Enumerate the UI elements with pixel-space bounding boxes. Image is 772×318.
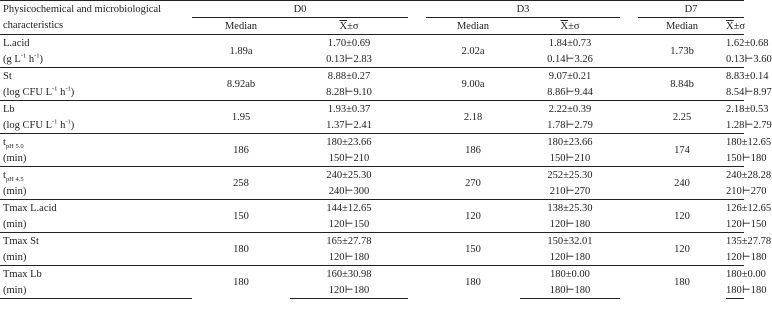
median-value: 186 <box>192 134 290 167</box>
characteristic-label: Lb <box>3 103 15 115</box>
mean-sd-value: 252±25.30 <box>520 167 620 184</box>
mean-sd-value: 9.07±0.21 <box>520 68 620 85</box>
median-value: 150 <box>192 200 290 233</box>
median-value: 180 <box>426 266 520 299</box>
mean-sd-value: 180±0.00 <box>520 266 620 283</box>
unit-text: h <box>57 86 66 98</box>
characteristics-header-line-1: Physicochemical and microbiological <box>0 1 192 18</box>
table-row <box>0 266 744 283</box>
unit-text: (log CFU L <box>3 119 53 131</box>
range-value: 120⊢180 <box>290 282 408 299</box>
unit-superscript: -1 <box>65 85 71 92</box>
range-value: 210⊢270 <box>726 186 767 197</box>
unit-text: (g L <box>3 53 21 65</box>
median-value: 9.00a <box>426 68 520 101</box>
column-gap <box>408 233 426 266</box>
median-value: 270 <box>426 167 520 200</box>
table-row <box>0 35 744 52</box>
column-gap <box>620 134 638 167</box>
unit-text: (min) <box>3 218 27 230</box>
header-gap <box>620 18 638 35</box>
mean-symbol: X <box>726 20 734 32</box>
range-value: 0.13⊢2.83 <box>326 54 372 65</box>
range-value: 8.54⊢8.97 <box>726 87 772 98</box>
mean-sd-value: 1.62±0.68 <box>726 35 744 52</box>
mean-sd-value: 135±27.78 <box>726 233 744 250</box>
median-value: 180 <box>638 266 726 299</box>
column-gap <box>620 266 638 299</box>
characteristic-label: t <box>3 169 6 181</box>
median-value: 8.92ab <box>192 68 290 101</box>
unit-text: ) <box>70 86 75 98</box>
characteristic-unit <box>0 51 192 68</box>
header-row-columns <box>0 18 744 35</box>
table-row <box>0 134 744 151</box>
characteristic-name <box>0 101 192 118</box>
mean-sd-value: 2.22±0.39 <box>520 101 620 118</box>
column-gap <box>620 68 638 101</box>
range-value: 180⊢180 <box>726 282 744 299</box>
group-header-d7: D7 <box>638 1 744 18</box>
unit-superscript: -1 <box>20 52 27 59</box>
unit-text: ) <box>39 53 44 65</box>
range-value: 0.14⊢3.26 <box>547 54 593 65</box>
mean-sd-value: 1.84±0.73 <box>520 35 620 52</box>
range-value: 120⊢180 <box>549 219 591 230</box>
median-value: 1.89a <box>192 35 290 68</box>
characteristic-unit <box>0 150 192 167</box>
column-gap <box>620 233 638 266</box>
median-value: 1.73b <box>638 35 726 68</box>
column-gap <box>620 200 638 233</box>
median-value: 2.02a <box>426 35 520 68</box>
header-gap <box>620 1 638 18</box>
median-value: 180 <box>192 233 290 266</box>
characteristic-unit <box>0 117 192 134</box>
sd-symbol: ±σ <box>347 20 359 32</box>
unit-superscript: -1 <box>52 118 58 125</box>
mean-sd-value: 180±0.00 <box>726 266 744 283</box>
median-value: 1.95 <box>192 101 290 134</box>
unit-text: h <box>26 53 35 65</box>
median-value: 8.84b <box>638 68 726 101</box>
group-header-d0: D0 <box>192 1 408 18</box>
range-value: 0.13⊢3.60 <box>726 54 772 65</box>
mean-sd-value: 150±32.01 <box>520 233 620 250</box>
mean-sd-value: 138±25.30 <box>520 200 620 217</box>
range-value: 210⊢270 <box>549 186 591 197</box>
range-value: 1.28⊢2.79 <box>726 120 772 131</box>
mean-sd-value: 165±27.78 <box>290 233 408 250</box>
table-row <box>0 233 744 250</box>
characteristic-unit <box>0 183 192 200</box>
mean-sd-value: 180±23.66 <box>290 134 408 151</box>
unit-text: (min) <box>3 152 27 164</box>
median-value: 2.18 <box>426 101 520 134</box>
characteristic-subscript: pH 5.0 <box>5 142 24 150</box>
range-value: 150⊢210 <box>328 153 370 164</box>
table-row <box>0 101 744 118</box>
mean-sd-value: 8.88±0.27 <box>290 68 408 85</box>
unit-superscript: -1 <box>52 85 58 92</box>
range-value: 150⊢180 <box>726 153 767 164</box>
characteristic-subscript: pH 4.5 <box>5 175 24 183</box>
column-header-median: Median <box>426 18 520 35</box>
mean-sd-value: 126±12.65 <box>726 200 744 217</box>
characteristic-label: Tmax L.acid <box>3 202 57 214</box>
sd-symbol: ±σ <box>568 20 580 32</box>
range-value: 120⊢180 <box>549 252 591 263</box>
unit-text: (log CFU L <box>3 86 53 98</box>
column-header-mean-sd <box>290 18 408 35</box>
median-value: 258 <box>192 167 290 200</box>
column-gap <box>408 68 426 101</box>
header-gap <box>408 1 426 18</box>
mean-sd-value: 8.83±0.14 <box>726 68 744 85</box>
median-value: 186 <box>426 134 520 167</box>
column-gap <box>408 266 426 299</box>
mean-sd-value: 240±25.30 <box>290 167 408 184</box>
median-value: 120 <box>426 200 520 233</box>
column-gap <box>620 35 638 68</box>
unit-superscript: -1 <box>34 52 40 59</box>
mean-sd-value: 160±30.98 <box>290 266 408 283</box>
column-gap <box>408 134 426 167</box>
mean-sd-value: 240±28.28 <box>726 167 744 184</box>
characteristic-name <box>0 167 192 184</box>
column-header-median: Median <box>638 18 726 35</box>
mean-sd-value: 1.93±0.37 <box>290 101 408 118</box>
unit-superscript: -1 <box>65 118 71 125</box>
table-row <box>0 200 744 217</box>
column-header-median: Median <box>192 18 290 35</box>
mean-symbol: X <box>339 20 348 32</box>
range-value: 240⊢300 <box>328 186 370 197</box>
unit-text: (min) <box>3 251 27 263</box>
mean-sd-value: 2.18±0.53 <box>726 101 744 118</box>
characteristic-name <box>0 35 192 52</box>
median-value: 120 <box>638 200 726 233</box>
characteristic-label: t <box>3 136 6 148</box>
characteristic-name <box>0 200 192 217</box>
characteristic-name <box>0 68 192 85</box>
table-row <box>0 167 744 184</box>
characteristic-label: L.acid <box>3 37 30 49</box>
median-value: 150 <box>426 233 520 266</box>
mean-sd-value: 1.70±0.69 <box>290 35 408 52</box>
characteristic-label: Tmax St <box>3 235 39 247</box>
range-value: 1.37⊢2.41 <box>326 120 372 131</box>
mean-sd-value: 144±12.65 <box>290 200 408 217</box>
mean-sd-value: 180±12.65 <box>726 134 744 151</box>
column-header-mean-sd <box>726 18 744 35</box>
characteristics-header-line-2: characteristics <box>3 20 64 32</box>
column-gap <box>620 101 638 134</box>
column-gap <box>408 167 426 200</box>
column-gap <box>408 200 426 233</box>
header-gap <box>408 18 426 35</box>
range-value: 120⊢180 <box>328 252 370 263</box>
column-header-mean-sd <box>520 18 620 35</box>
mean-sd-value: 180±23.66 <box>520 134 620 151</box>
characteristic-unit <box>0 216 192 233</box>
median-value: 120 <box>638 233 726 266</box>
range-value: 180⊢180 <box>520 282 620 299</box>
table-row <box>0 68 744 85</box>
group-header-d3: D3 <box>426 1 620 18</box>
header-row-groups <box>0 1 744 18</box>
characteristic-name <box>0 266 192 283</box>
characteristic-label: Tmax Lb <box>3 268 42 280</box>
sd-symbol: ±σ <box>733 20 746 32</box>
mean-symbol: X <box>560 20 569 32</box>
characteristic-unit <box>0 249 192 266</box>
range-value: 8.86⊢9.44 <box>547 87 593 98</box>
range-value: 1.78⊢2.79 <box>547 120 593 131</box>
characteristic-name <box>0 233 192 250</box>
median-value: 2.25 <box>638 101 726 134</box>
characteristic-unit <box>0 84 192 101</box>
median-value: 174 <box>638 134 726 167</box>
characteristic-label: St <box>3 70 12 82</box>
unit-text: (min) <box>3 185 27 197</box>
range-value: 150⊢210 <box>549 153 591 164</box>
unit-text: ) <box>70 119 75 131</box>
column-gap <box>408 101 426 134</box>
range-value: 120⊢150 <box>328 219 370 230</box>
column-gap <box>620 167 638 200</box>
range-value: 120⊢150 <box>726 219 767 230</box>
characteristic-name <box>0 134 192 151</box>
range-value: 8.28⊢9.10 <box>326 87 372 98</box>
median-value: 240 <box>638 167 726 200</box>
unit-text: (min) <box>3 284 27 296</box>
range-value: 120⊢180 <box>726 252 767 263</box>
characteristic-unit <box>0 282 192 299</box>
column-gap <box>408 35 426 68</box>
median-value: 180 <box>192 266 290 299</box>
unit-text: h <box>57 119 66 131</box>
